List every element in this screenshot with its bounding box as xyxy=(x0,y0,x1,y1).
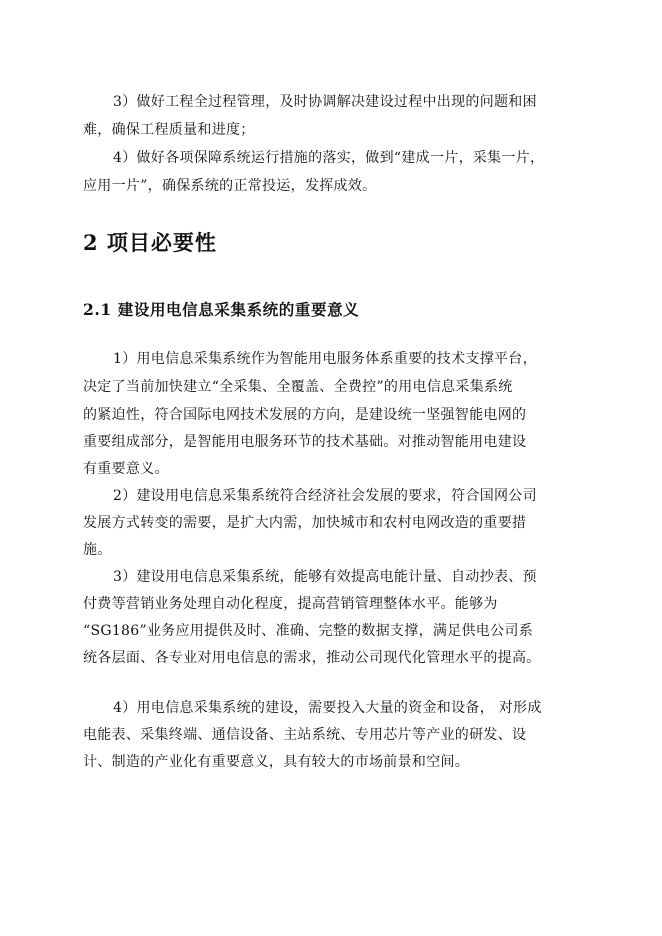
paragraph-1-line-3: 的紧迫性，符合国际电网技术发展的方向，是建设统一坚强智能电网的 xyxy=(83,407,527,423)
paragraph-2-line-1: 2）建设用电信息采集系统符合经济社会发展的要求，符合国网公司 xyxy=(113,488,537,504)
paragraph-1-line-2: 决定了当前加快建立“全采集、全覆盖、全费控”的用电信息采集系统 xyxy=(83,379,513,395)
paragraph-4-line-3: 计、制造的产业化有重要意义，具有较大的市场前景和空间。 xyxy=(83,754,470,770)
paragraph-1-line-4: 重要组成部分，是智能用电服务环节的技术基础。对推动智能用电建设 xyxy=(83,434,527,450)
paragraph-2-line-2: 发展方式转变的需要，是扩大内需，加快城市和农村电网改造的重要措 xyxy=(83,515,527,531)
intro-item-3-line-1: 3）做好工程全过程管理，及时协调解决建设过程中出现的问题和困 xyxy=(113,94,537,110)
paragraph-3-line-2: 付费等营销业务处理自动化程度，提高营销管理整体水平。能够为 xyxy=(83,596,498,612)
subsection-heading: 2.1 建设用电信息采集系统的重要意义 xyxy=(83,300,360,319)
paragraph-2-line-3: 施。 xyxy=(83,542,112,558)
paragraph-4-line-1: 4）用电信息采集系统的建设，需要投入大量的资金和设备， 对形成 xyxy=(113,700,542,716)
intro-item-3-line-2: 难，确保工程质量和进度； xyxy=(83,122,255,138)
paragraph-3-line-1: 3）建设用电信息采集系统，能够有效提高电能计量、自动抄表、预 xyxy=(113,569,537,585)
paragraph-3-line-4: 统各层面、各专业对用电信息的需求，推动公司现代化管理水平的提高。 xyxy=(83,650,541,666)
paragraph-1-line-1: 1）用电信息采集系统作为智能用电服务体系重要的技术支撑平台， xyxy=(113,351,537,367)
section-heading: 2 项目必要性 xyxy=(83,230,217,255)
intro-item-4-line-1: 4）做好各项保障系统运行措施的落实，做到“建成一片，采集一片， xyxy=(113,150,545,166)
paragraph-3-line-3: “SG186”业务应用提供及时、准确、完整的数据支撑，满足供电公司系 xyxy=(83,623,534,639)
intro-item-4-line-2: 应用一片”，确保系统的正常投运，发挥成效。 xyxy=(83,178,377,194)
paragraph-4-line-2: 电能表、采集终端、通信设备、主站系统、专用芯片等产业的研发、设 xyxy=(83,727,527,743)
paragraph-1-line-5: 有重要意义。 xyxy=(83,461,169,477)
